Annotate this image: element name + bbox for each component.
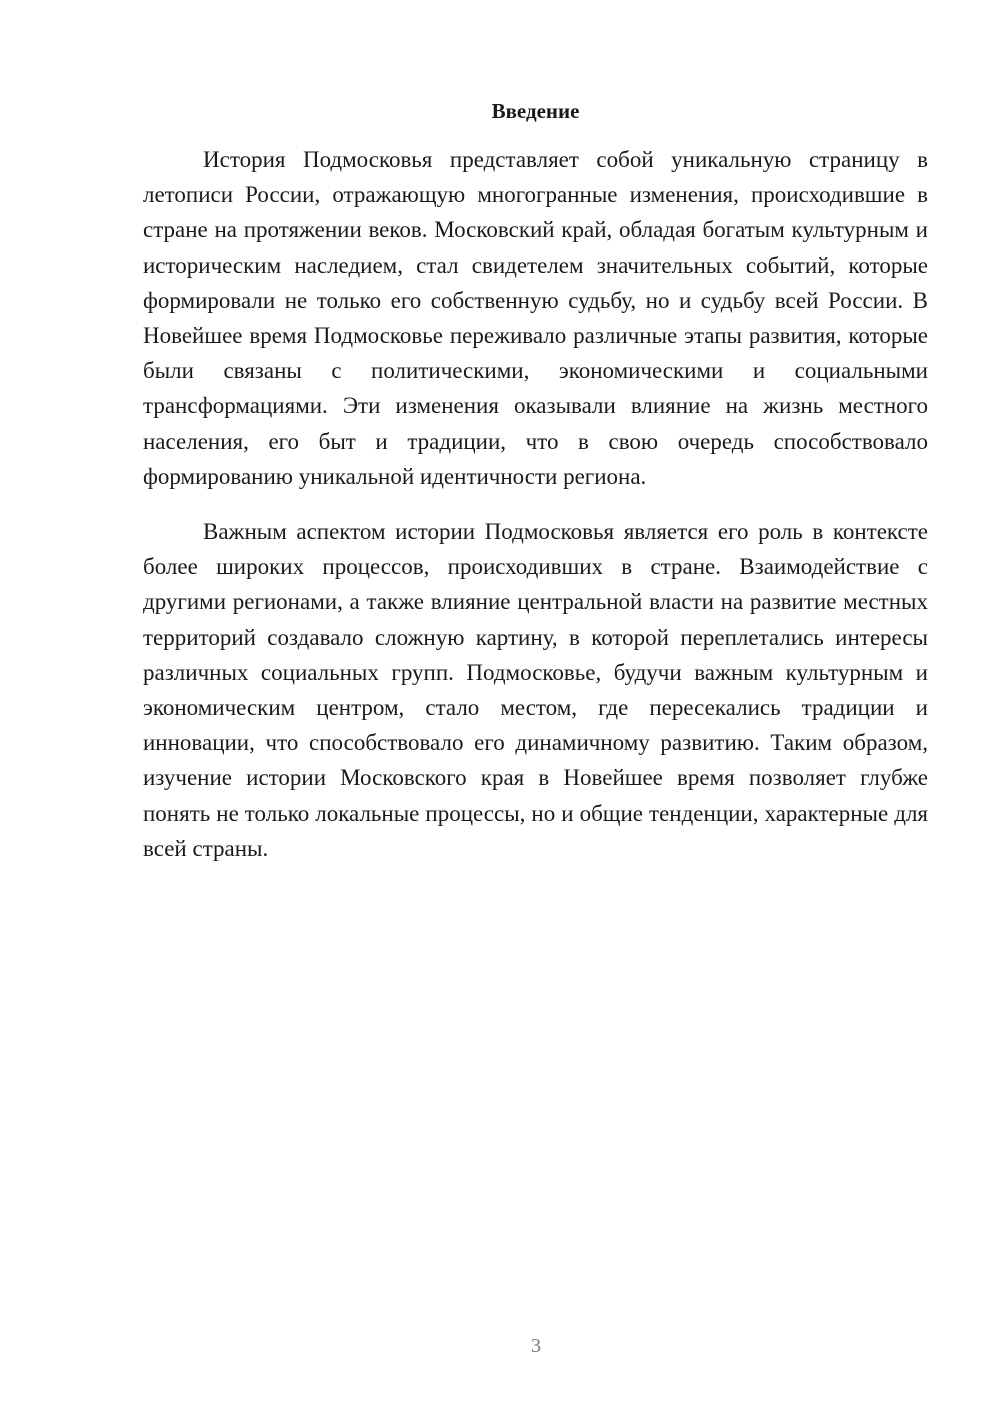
page-number: 3	[531, 1335, 541, 1357]
paragraph-2: Важным аспектом истории Подмосковья является его роль в контексте более широких процессов, происходивших в стране. Взаимодействие с другими регионами, а также влияние центральной власти на развитие местных территорий создавало сложную картину, в которой переплетались интересы различных социальных групп. Подмосковье, будучи важным культурным и экономическим центром, стало местом, где пересекались традиции и инновации, что способствовало его динамичному развитию. Таким образом, изучение истории Московского края в Новейшее время позволяет глубже понять не только локальные процессы, но и общие тенденции, характерные для всей страны.	[143, 519, 928, 861]
section-heading: Введение	[491, 99, 580, 123]
body-text	[143, 142, 928, 866]
paragraph-1: История Подмосковья представляет собой уникальную страницу в летописи России, отражающую многогранные изменения, происходившие в стране на протяжении веков. Московский край, обладая богатым культурным и историческим наследием, стал свидетелем значительных событий, которые формировали не только его собственную судьбу, но и судьбу всей России. В Новейшее время Подмосковье переживало различные этапы развития, которые были связаны с политическими, экономическими и социальными трансформациями. Эти изменения оказывали влияние на жизнь местного населения, его быт и традиции, что в свою очередь способствовало формированию уникальной идентичности региона.	[143, 147, 928, 489]
